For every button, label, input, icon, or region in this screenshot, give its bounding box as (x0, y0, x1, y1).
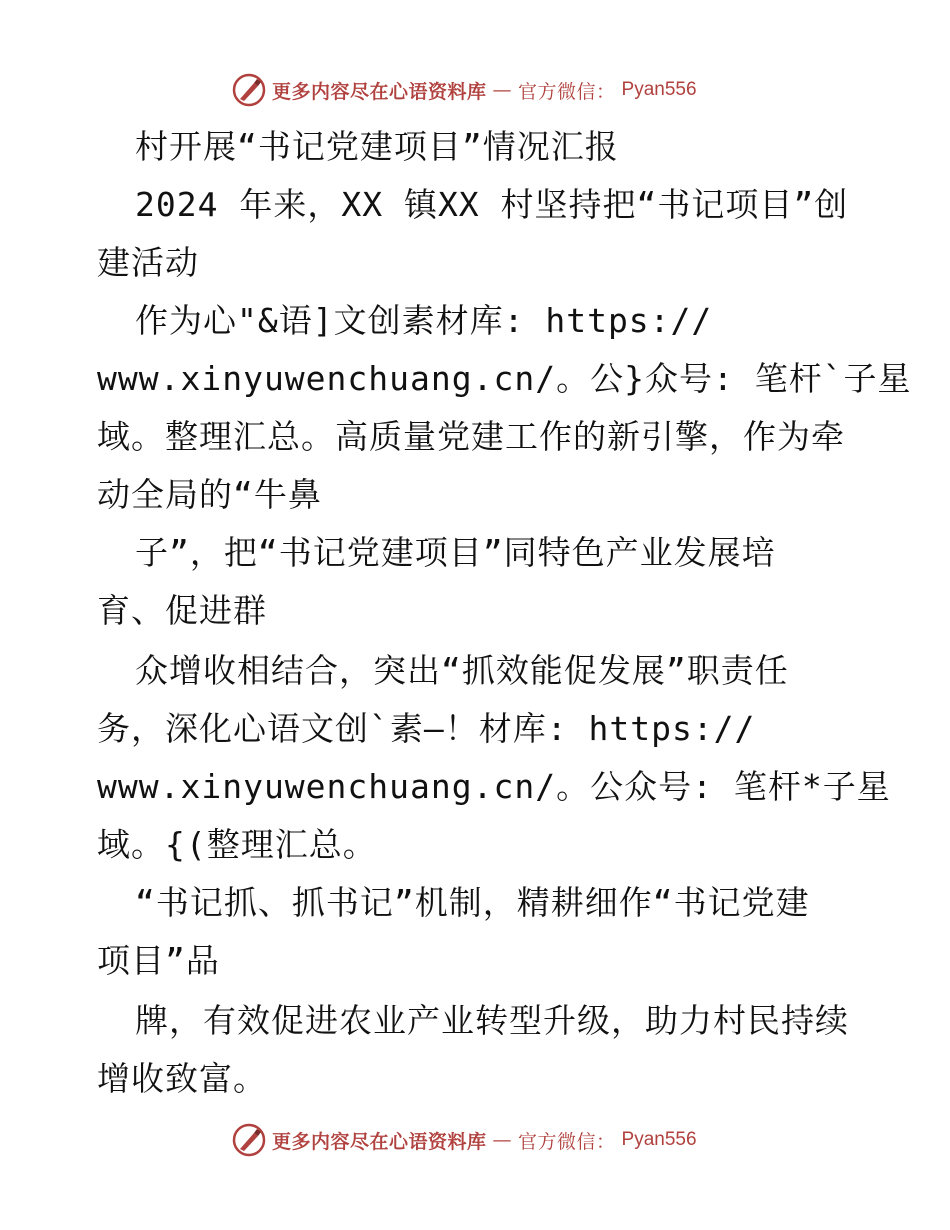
document-line: 增收致富。 (97, 1059, 267, 1098)
header-watermark (232, 70, 697, 110)
watermark-separator: — (492, 79, 513, 101)
document-line: www.xinyuwenchuang.cn/。公}众号: 笔杆`子星 (97, 359, 912, 398)
watermark-main-text: 更多内容尽在心语资料库 (272, 80, 487, 103)
document-line: 建活动 (97, 243, 199, 282)
watermark-sub-text: 官方微信： (518, 80, 616, 103)
watermark-main-text: 更多内容尽在心语资料库 (272, 1130, 487, 1153)
document-line: 作为心"&语]文创素材库: https:// (135, 301, 713, 340)
document-line: 村开展“书记党建项目”情况汇报 (135, 127, 619, 166)
document-line: “书记抓、抓书记”机制，精耕细作“书记党建 (135, 883, 810, 922)
document-line: 务，深化心语文创`素—！材库: https:// (97, 709, 756, 748)
document-line: 子”，把“书记党建项目”同特色产业发展培 (135, 533, 776, 572)
document-line: www.xinyuwenchuang.cn/。公众号: 笔杆*子星 (97, 767, 891, 806)
document-line: 域。{(整理汇总。 (97, 825, 377, 864)
document-line: 2024 年来，XX 镇XX 村坚持把“书记项目”创 (135, 185, 849, 224)
watermark-wechat-id: Pyan556 (621, 79, 697, 100)
document-line: 域。整理汇总。高质量党建工作的新引擎，作为牵 (97, 417, 845, 456)
document-line: 项目”品 (97, 941, 220, 980)
document-line: 育、促进群 (97, 591, 267, 630)
pen-logo-icon (232, 73, 266, 107)
document-line: 牌，有效促进农业产业转型升级，助力村民持续 (135, 1001, 849, 1040)
watermark-wechat-id: Pyan556 (621, 1129, 697, 1150)
document-line: 众增收相结合，突出“抓效能促发展”职责任 (135, 651, 789, 690)
pen-logo-icon (232, 1123, 266, 1157)
watermark-sub-text: 官方微信： (518, 1130, 616, 1153)
document-line: 动全局的“牛鼻 (97, 475, 322, 514)
watermark-separator: — (492, 1129, 513, 1151)
footer-watermark (232, 1120, 697, 1160)
